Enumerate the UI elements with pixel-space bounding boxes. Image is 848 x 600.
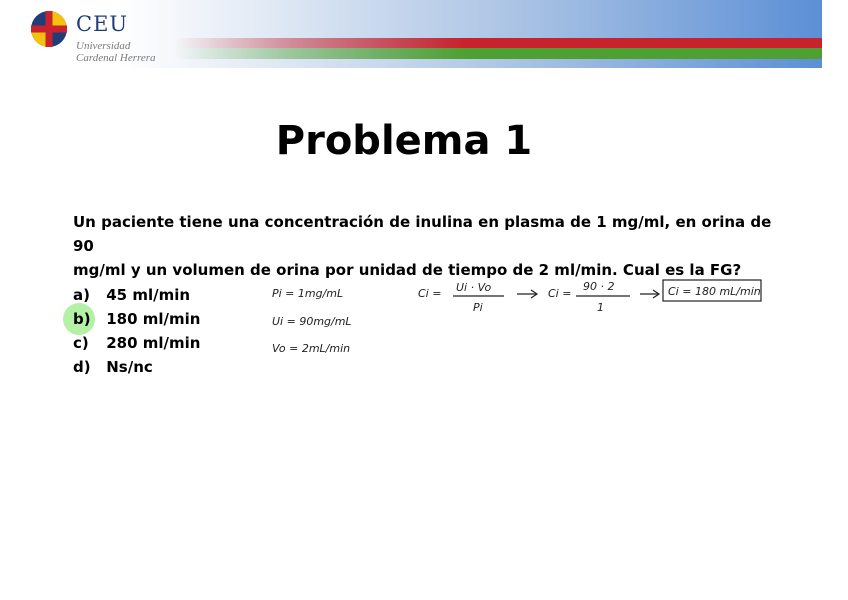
brand-subtitle-line2: Cardenal Herrera	[76, 52, 156, 64]
step-lhs: Ci =	[548, 287, 572, 300]
formula-lhs: Ci =	[418, 287, 442, 300]
option-text: 280 ml/min	[106, 334, 201, 352]
question-line-2: mg/ml y un volumen de orina por unidad de tiempo de 2 ml/min. Cual es la FG?	[73, 261, 742, 279]
option-text: 45 ml/min	[106, 286, 191, 304]
option-letter: d)	[73, 358, 91, 376]
given-pi: Pi = 1mg/mL	[272, 287, 344, 300]
given-ui: Ui = 90mg/mL	[272, 315, 352, 328]
option-text: 180 ml/min	[106, 310, 201, 328]
formula-numerator: Ui · Vo	[456, 281, 492, 294]
option-text: Ns/nc	[106, 358, 153, 376]
brand-subtitle-line1: Universidad	[76, 40, 131, 52]
result-text: Ci = 180 mL/min	[668, 285, 761, 298]
given-vo: Vo = 2mL/min	[272, 342, 351, 355]
formula-denominator: Pi	[473, 301, 483, 314]
step-denominator: 1	[597, 301, 604, 314]
option-letter: b)	[73, 310, 91, 328]
step-numerator: 90 · 2	[583, 280, 615, 293]
option-letter: c)	[73, 334, 89, 352]
brand-name: CEU	[76, 12, 129, 36]
question-line-1: Un paciente tiene una concentración de inulina en plasma de 1 mg/ml, en orina de 90	[73, 213, 772, 255]
option-letter: a)	[73, 286, 90, 304]
slide-title: Problema 1	[275, 118, 533, 164]
